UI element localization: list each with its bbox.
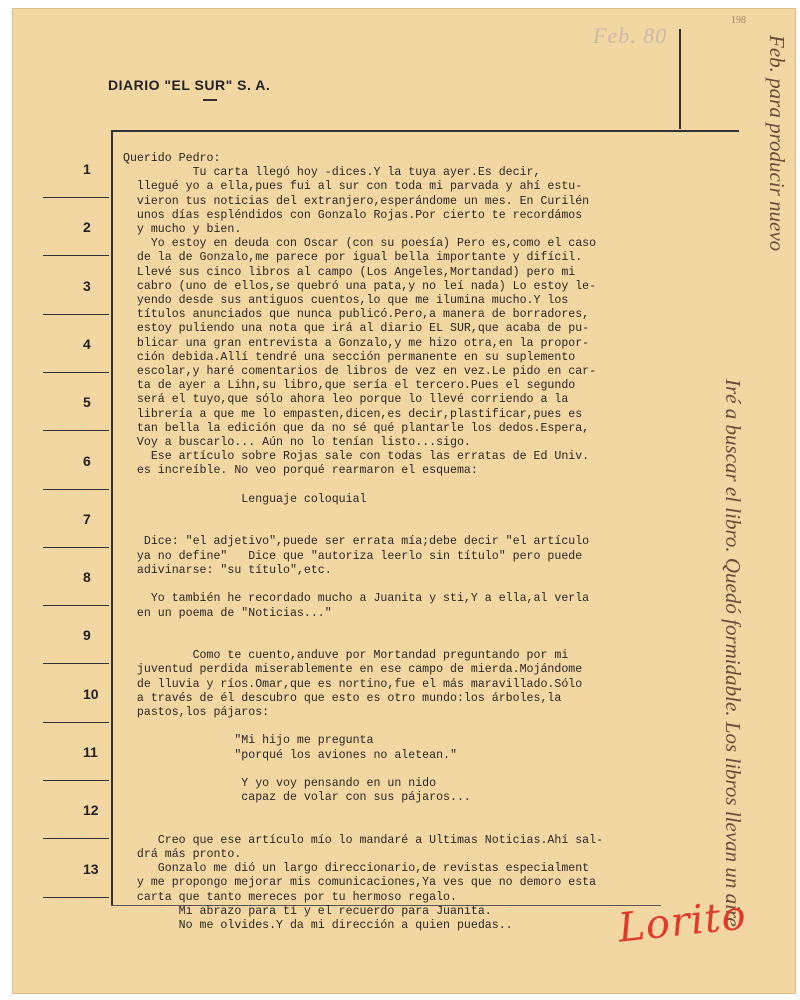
letter-line: Ese artículo sobre Rojas sale con todas las erratas de Ed Univ. [123, 450, 590, 464]
line-number [43, 372, 109, 431]
letterhead-dash [203, 99, 217, 101]
letter-line: tan bella la edición que da no sé qué plantarle los dedos.Espera, [123, 421, 590, 435]
letter-line: Yo estoy en deuda con Oscar (con su poesía) Pero es,como el caso [123, 237, 597, 251]
letter-line: "porqué los aviones no aletean." [123, 748, 457, 762]
letter-line [123, 635, 733, 649]
letter-line: Querido Pedro: [123, 152, 221, 165]
letter-line [123, 805, 733, 819]
letter-line: de lluvia y ríos.Omar,que es nortino,fue el más maravillado.Sólo [123, 677, 583, 691]
line-number-label: 10 [83, 685, 99, 702]
letter-line: ción debida.Allí tendré una sección permanente en su suplemento [123, 350, 576, 364]
letter-line: llegué yo a ella,pues fui al sur con toda mi parvada y ahí estu- [123, 180, 583, 194]
line-number [43, 489, 109, 548]
signature: Lorito [615, 892, 749, 952]
line-number [43, 256, 109, 315]
letterhead-title: DIARIO "EL SUR" S. A. [108, 77, 271, 93]
line-number-label: 4 [83, 335, 91, 352]
letterhead-vertical-rule [679, 29, 681, 129]
letter-line: ta de ayer a Lihn,su libro,que sería el tercero.Pues el segundo [123, 379, 576, 393]
letter-line: capaz de volar con sus pájaros... [123, 791, 471, 805]
letter-line: Dice: "el adjetivo",puede ser errata mía;debe decir "el artículo [123, 535, 590, 549]
letter-body [123, 152, 733, 933]
letter-line: Creo que ese artículo mío lo mandaré a Ultimas Noticias.Ahí sal- [123, 833, 604, 847]
line-number [43, 431, 109, 490]
line-number-label: 8 [83, 569, 91, 586]
line-number [43, 547, 109, 606]
letter-line: de la de Gonzalo,me parece por igual bella importante y difícil. [123, 251, 583, 265]
archive-date-stamp: Feb. 80 [593, 23, 668, 48]
letter-line: Llevé sus cinco libros al campo (Los Angeles,Mortandad) pero mi [123, 265, 576, 279]
letter-line: Y yo voy pensando en un nido [123, 776, 437, 790]
letter-line [123, 479, 733, 493]
letter-line: y me propongo mejorar mis comunicaciones,Ya ves que no demoro esta [123, 876, 597, 890]
line-number-label: 13 [83, 860, 99, 877]
letterhead-horizontal-rule [111, 130, 739, 132]
line-number [43, 314, 109, 373]
letter-line: Voy a buscarlo... Aún no lo tenían listo...sigo. [123, 436, 471, 450]
letter-line: librería a que me lo empasten,dicen,es decir,plastificar,pues es [123, 407, 583, 421]
letter-line: Lenguaje coloquial [123, 492, 367, 506]
line-number [43, 605, 109, 664]
letter-page [12, 8, 796, 994]
letter-line: Gonzalo me dió un largo direccionario,de revistas especialment [123, 862, 590, 876]
letter-line: Tu carta llegó hoy -dices.Y la tuya ayer.Es decir, [123, 166, 541, 180]
letter-line: Yo también he recordado mucho a Juanita y sti,Y a ella,al verla [123, 592, 590, 606]
letter-line: blicar una gran entrevista a Gonzalo,y me hizo otra,en la propor- [123, 336, 590, 350]
line-number-label: 3 [83, 277, 91, 294]
line-number-label: 1 [83, 161, 91, 177]
letter-line [123, 763, 733, 777]
letter-line: "Mi hijo me pregunta [123, 734, 374, 748]
letter-line: es increíble. No veo porqué rearmaron el esquema: [123, 464, 478, 478]
left-margin-rule [111, 130, 113, 906]
line-number [43, 780, 109, 839]
letter-line [123, 820, 733, 834]
line-number-label: 11 [83, 744, 98, 760]
letter-line [123, 720, 733, 734]
letter-line: drá más pronto. [123, 847, 242, 861]
letter-line [123, 578, 733, 592]
archive-number: 198 [731, 15, 746, 26]
line-number-label: 6 [83, 452, 91, 469]
line-number [43, 197, 109, 256]
letter-line: a través de él descubro que esto es otro mundo:los árboles,la [123, 691, 562, 705]
letter-line: ya no define" Dice que "autoriza leerlo sin título" pero puede [123, 549, 583, 563]
letter-line: unos días espléndidos con Gonzalo Rojas.Por cierto te recordámos [123, 208, 583, 222]
letter-line [123, 621, 733, 635]
line-number-label: 7 [83, 510, 91, 527]
letter-line: Mi abrazo para tí y el recuerdo para Juanita. [123, 904, 492, 918]
line-number-label: 5 [83, 394, 91, 411]
letter-line: será el tuyo,que sólo ahora leo porque lo llevé corriendo a la [123, 393, 569, 407]
letter-line: No me olvides.Y da mi dirección a quien puedas.. [123, 918, 513, 932]
letter-line: Como te cuento,anduve por Mortandad preguntando por mi [123, 649, 569, 663]
letter-line: yendo desde sus antiguos cuentos,lo que me ilumina mucho.Y los [123, 294, 569, 308]
handwritten-note-left: Iré a buscar el libro. Quedó formidable. Los libros llevan un aire [721, 379, 745, 927]
letter-line: cabro (uno de ellos,se quebró una pata,y no leí nada) Lo estoy le- [123, 279, 597, 293]
letter-line: carta que tanto mereces por tu hermoso regalo. [123, 890, 457, 904]
letter-line: adivinarse: "su título",etc. [123, 563, 332, 577]
letter-line [123, 521, 733, 535]
line-number-label: 9 [83, 627, 91, 644]
line-number [43, 839, 109, 898]
letter-line: estoy puliendo una nota que irá al diario EL SUR,que acaba de pu- [123, 322, 590, 336]
line-number [43, 139, 109, 198]
letter-line: y mucho y bien. [123, 223, 242, 237]
letter-line: títulos anunciados que nunca publicó.Pero,a manera de borradores, [123, 308, 590, 322]
letter-line: pastos,los pájaros: [123, 705, 270, 719]
line-number-label: 2 [83, 219, 91, 236]
letter-line: en un poema de "Noticias..." [123, 606, 332, 620]
handwritten-note-right: Feb. para producir nuevo [765, 35, 789, 252]
line-number-label: 12 [83, 802, 99, 819]
line-number [43, 664, 109, 723]
letter-line [123, 507, 733, 521]
letter-line: escolar,y haré comentarios de libros de vez en vez.Le pido en car- [123, 365, 597, 379]
line-number [43, 722, 109, 781]
letter-line: juventud perdida miserablemente en ese campo de mierda.Mojándome [123, 663, 583, 677]
letter-line: vieron tus noticias del extranjero,esperándome un mes. En Curilén [123, 194, 590, 208]
